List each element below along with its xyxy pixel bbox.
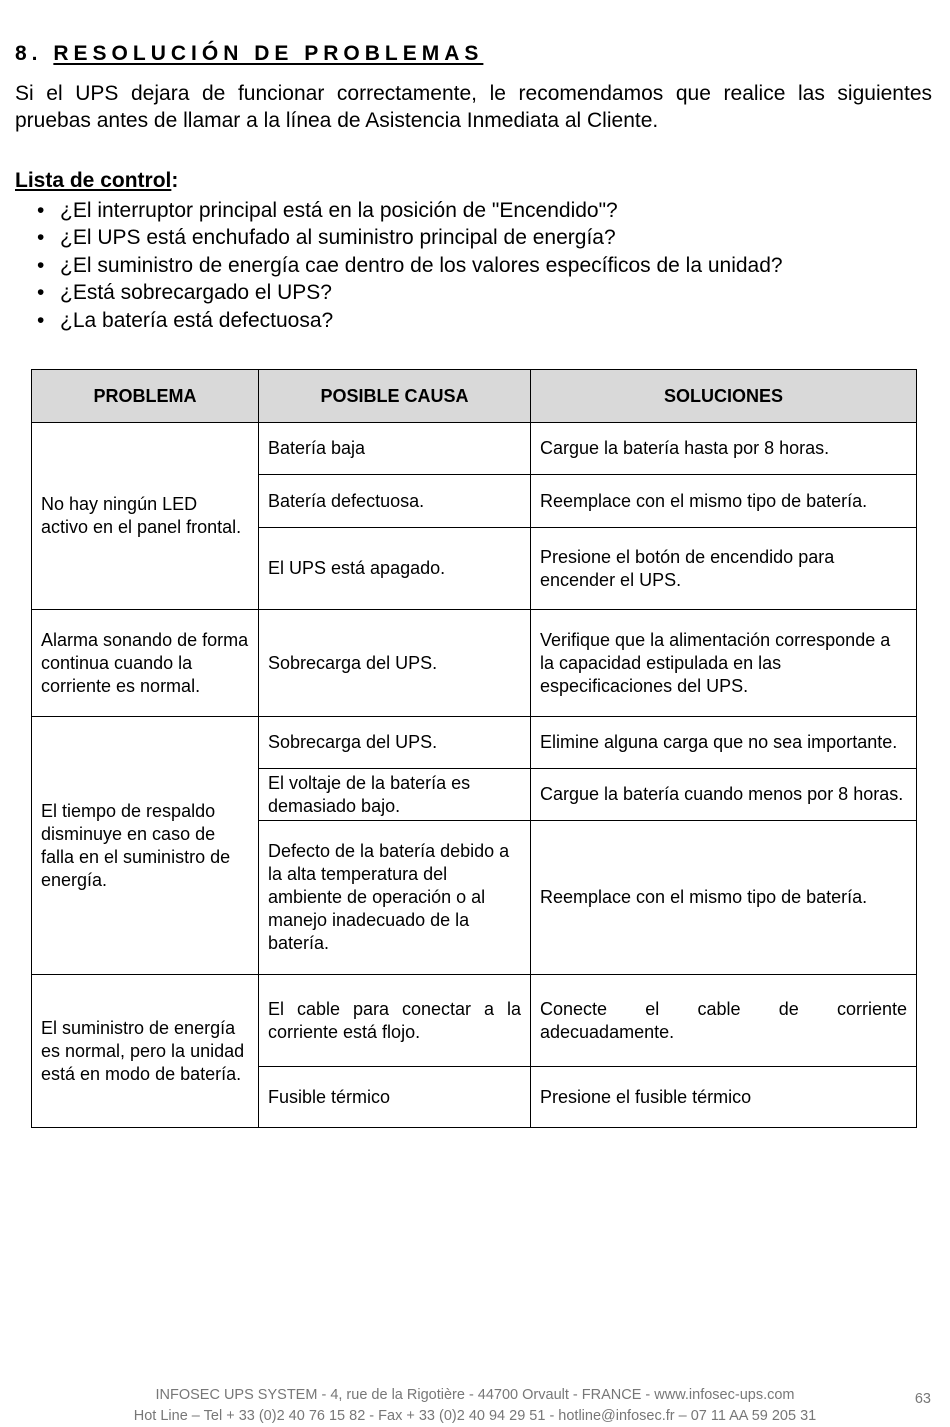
checklist-item: • ¿Está sobrecargado el UPS? bbox=[15, 279, 783, 306]
problem-cell: El tiempo de respaldo disminuye en caso de falla en el suministro de energía. bbox=[32, 717, 259, 975]
bullet-icon: • bbox=[37, 253, 45, 277]
cause-cell: Sobrecarga del UPS. bbox=[259, 717, 531, 769]
checklist bbox=[15, 197, 783, 334]
bullet-icon: • bbox=[37, 281, 45, 305]
cause-cell: Sobrecarga del UPS. bbox=[259, 610, 531, 717]
troubleshooting-table bbox=[31, 369, 917, 1128]
header-solutions: SOLUCIONES bbox=[531, 370, 917, 423]
checklist-item: • ¿El UPS está enchufado al suministro principal de energía? bbox=[15, 224, 783, 251]
header-cause: POSIBLE CAUSA bbox=[259, 370, 531, 423]
page-number: 63 bbox=[914, 1391, 931, 1407]
checklist-item: • ¿El interruptor principal está en la posición de "Encendido"? bbox=[15, 197, 783, 224]
table-row bbox=[32, 423, 917, 475]
bullet-icon: • bbox=[37, 226, 45, 250]
table-row bbox=[32, 717, 917, 769]
section-number: 8. bbox=[15, 42, 43, 65]
checklist-title: Lista de control: bbox=[15, 169, 179, 192]
problem-cell: El suministro de energía es normal, pero la unidad está en modo de batería. bbox=[32, 975, 259, 1128]
section-title bbox=[15, 42, 483, 66]
solution-cell: Conecte el cable de corriente adecuadamente. bbox=[531, 975, 917, 1067]
cause-cell: El cable para conectar a la corriente está flojo. bbox=[259, 975, 531, 1067]
cause-cell: Batería baja bbox=[259, 423, 531, 475]
solution-cell: Cargue la batería cuando menos por 8 horas. bbox=[531, 769, 917, 821]
footer-contact: Hot Line – Tel + 33 (0)2 40 76 15 82 - Fax + 33 (0)2 40 94 29 51 - hotline@infosec.fr – 07 11 AA 59 205 31 bbox=[133, 1408, 817, 1424]
bullet-icon: • bbox=[37, 199, 45, 222]
section-heading: RESOLUCIÓN DE PROBLEMAS bbox=[53, 42, 484, 65]
checklist-item: • ¿La batería está defectuosa? bbox=[15, 307, 783, 334]
solution-cell: Verifique que la alimentación corresponde a la capacidad estipulada en las especificaciones del UPS. bbox=[531, 610, 917, 717]
footer-address: INFOSEC UPS SYSTEM - 4, rue de la Rigotière - 44700 Orvault - FRANCE - www.infosec-ups.com bbox=[155, 1387, 795, 1403]
table-header-row bbox=[32, 370, 917, 423]
cause-cell: Defecto de la batería debido a la alta temperatura del ambiente de operación o al manejo inadecuado de la batería. bbox=[259, 821, 531, 975]
problem-cell: Alarma sonando de forma continua cuando la corriente es normal. bbox=[32, 610, 259, 717]
bullet-icon: • bbox=[37, 308, 45, 332]
table-row bbox=[32, 610, 917, 717]
page-footer bbox=[0, 1385, 950, 1427]
cause-cell: El UPS está apagado. bbox=[259, 528, 531, 610]
solution-cell: Cargue la batería hasta por 8 horas. bbox=[531, 423, 917, 475]
solution-cell: Reemplace con el mismo tipo de batería. bbox=[531, 821, 917, 975]
solution-cell: Reemplace con el mismo tipo de batería. bbox=[531, 475, 917, 528]
table-row bbox=[32, 975, 917, 1067]
cause-cell: El voltaje de la batería es demasiado bajo. bbox=[259, 769, 531, 821]
header-problem: PROBLEMA bbox=[32, 370, 259, 423]
solution-cell: Presione el fusible térmico bbox=[531, 1067, 917, 1128]
cause-cell: Fusible térmico bbox=[259, 1067, 531, 1128]
solution-cell: Presione el botón de encendido para encender el UPS. bbox=[531, 528, 917, 610]
solution-cell: Elimine alguna carga que no sea importante. bbox=[531, 717, 917, 769]
problem-cell: No hay ningún LED activo en el panel frontal. bbox=[32, 423, 259, 610]
checklist-item: • ¿El suministro de energía cae dentro de los valores específicos de la unidad? bbox=[15, 252, 783, 279]
cause-cell: Batería defectuosa. bbox=[259, 475, 531, 528]
intro-paragraph: Si el UPS dejara de funcionar correctamente, le recomendamos que realice las siguientes pruebas antes de llamar a la línea de Asistencia Inmediata al Cliente. bbox=[15, 82, 932, 132]
